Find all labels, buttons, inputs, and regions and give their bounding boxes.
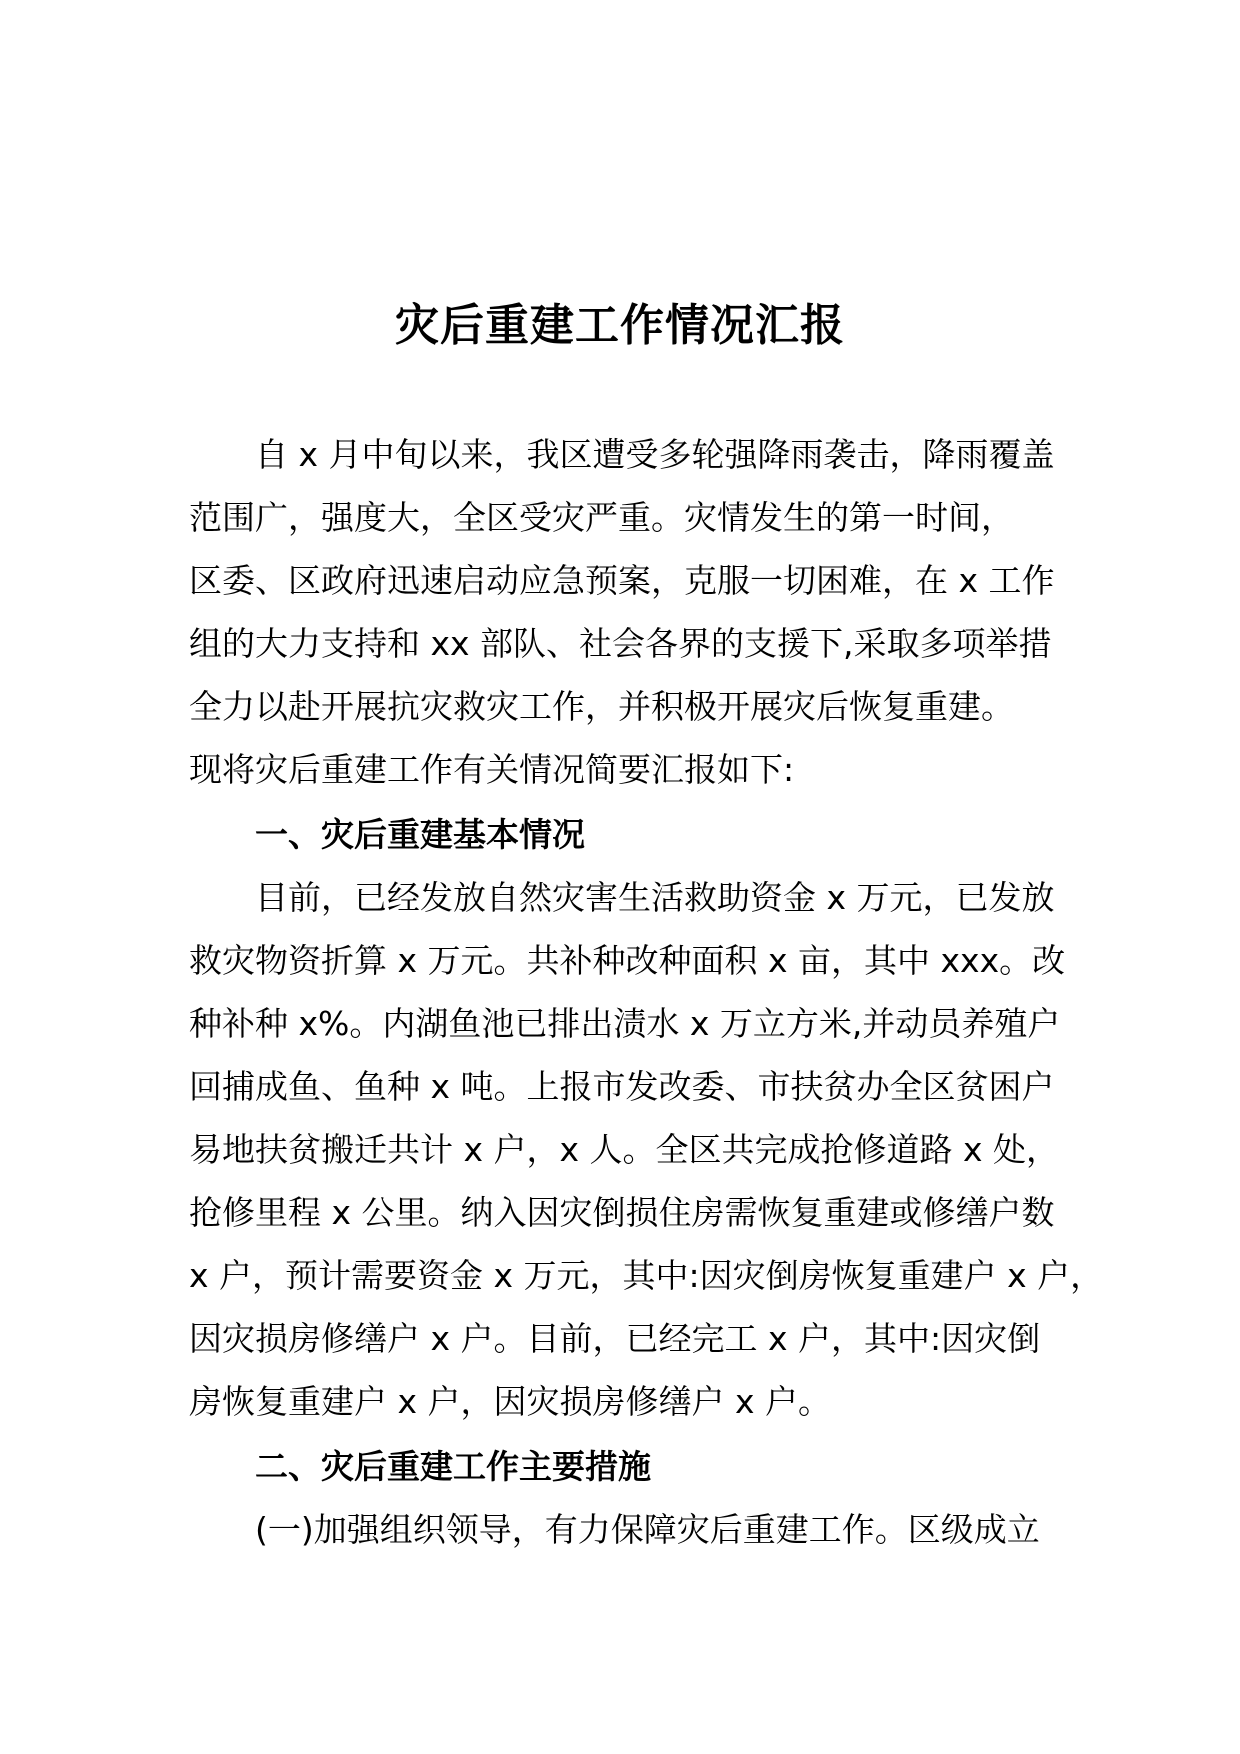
paragraph-line: x 户，预计需要资金 x 万元，其中:因灾倒房恢复重建户 x 户， xyxy=(189,1256,1104,1295)
paragraph-line: 范围广，强度大，全区受灾严重。灾情发生的第一时间， xyxy=(189,498,1014,537)
paragraph-line: 回捕成鱼、鱼种 x 吨。上报市发改委、市扶贫办全区贫困户 xyxy=(189,1067,1055,1106)
paragraph-line: 易地扶贫搬迁共计 x 户，x 人。全区共完成抢修道路 x 处， xyxy=(189,1130,1060,1169)
section-heading: 二、灾后重建工作主要措施 xyxy=(255,1447,651,1486)
paragraph-line: 救灾物资折算 x 万元。共补种改种面积 x 亩，其中 xxx。改 xyxy=(189,941,1066,980)
paragraph-line: 抢修里程 x 公里。纳入因灾倒损住房需恢复重建或修缮户数 xyxy=(189,1193,1055,1232)
paragraph-line: 组的大力支持和 xx 部队、社会各界的支援下,采取多项举措 xyxy=(189,624,1052,663)
paragraph-line: 因灾损房修缮户 x 户。目前，已经完工 x 户，其中:因灾倒 xyxy=(189,1319,1041,1358)
paragraph-line: 房恢复重建户 x 户，因灾损房修缮户 x 户。 xyxy=(189,1382,832,1421)
paragraph-line: 种补种 x%。内湖鱼池已排出渍水 x 万立方米,并动员养殖户 xyxy=(189,1004,1061,1043)
paragraph-line: 区委、区政府迅速启动应急预案，克服一切困难，在 x 工作 xyxy=(189,561,1055,600)
paragraph-line: (一)加强组织领导，有力保障灾后重建工作。区级成立 xyxy=(255,1510,1040,1549)
paragraph-line: 目前，已经发放自然灾害生活救助资金 x 万元，已发放 xyxy=(255,878,1055,917)
paragraph-line: 全力以赴开展抗灾救灾工作，并积极开展灾后恢复重建。 xyxy=(189,687,1014,726)
section-heading: 一、灾后重建基本情况 xyxy=(255,815,585,854)
paragraph-line: 现将灾后重建工作有关情况简要汇报如下: xyxy=(189,750,795,789)
document-title: 灾后重建工作情况汇报 xyxy=(395,300,845,351)
paragraph-line: 自 x 月中旬以来，我区遭受多轮强降雨袭击，降雨覆盖 xyxy=(255,435,1055,474)
